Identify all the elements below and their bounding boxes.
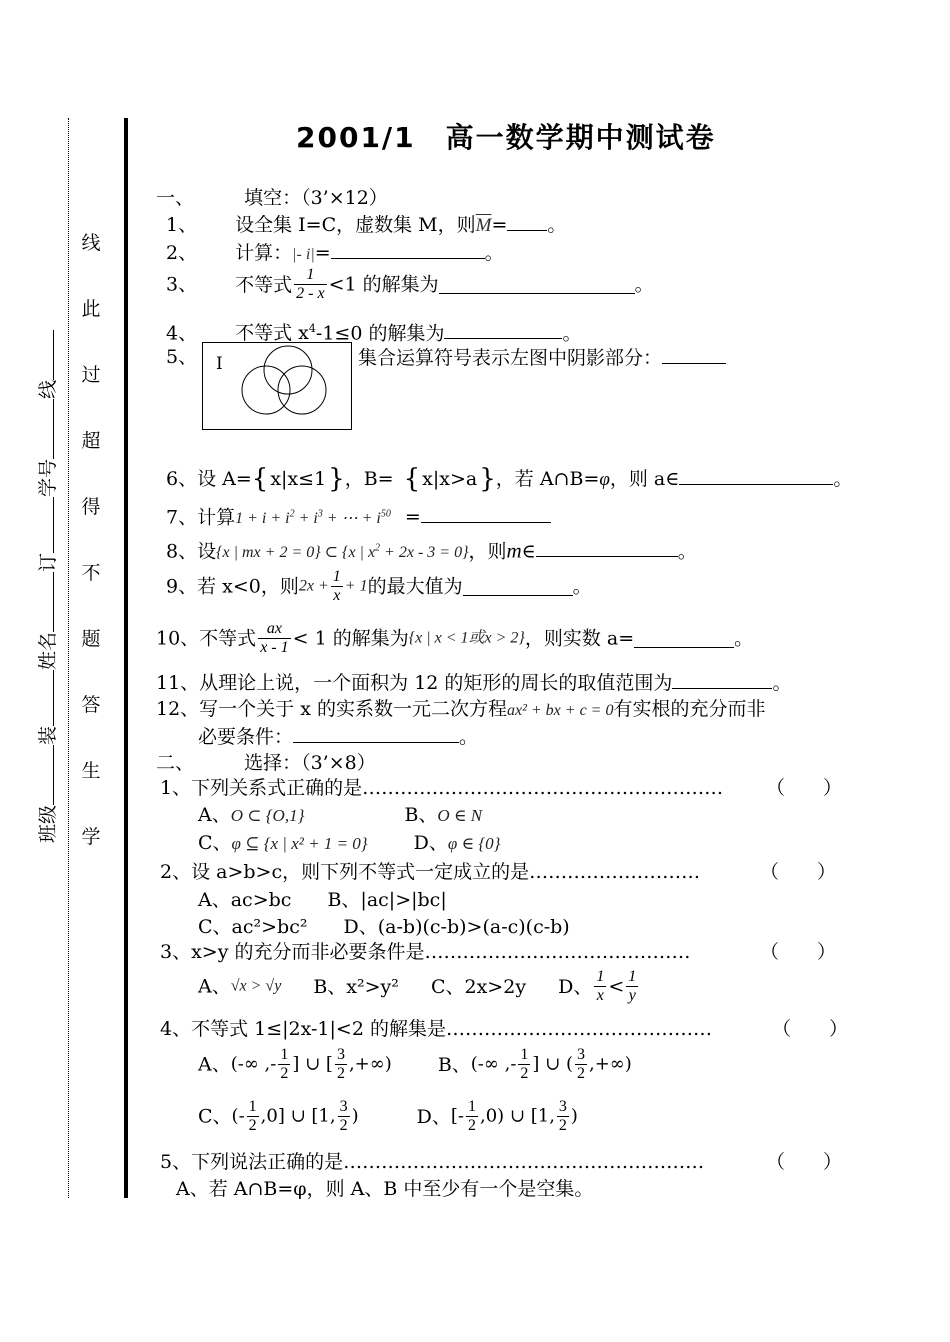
choice-paren[interactable]: （ ） xyxy=(760,861,837,883)
question-1-5: 集合运算符号表示左图中阴影部分： xyxy=(358,345,726,370)
class-blank[interactable] xyxy=(53,745,54,805)
answer-blank[interactable] xyxy=(463,577,573,596)
warning-char: 此 xyxy=(81,298,101,320)
question-1-11: 11、从理论上说，一个面积为 12 的矩形的周长的取值范围为 。 xyxy=(156,672,792,694)
student-info-vertical xyxy=(33,223,63,843)
choice-1-cd: C、φ ⊆ {x | x² + 1 = 0} D、φ ∈ {0} xyxy=(198,832,501,854)
binding-mark-xian: 线 xyxy=(37,379,59,399)
question-1-5-number: 5、 xyxy=(166,346,198,368)
question-1-8: 8、设{x | mx + 2 = 0} ⊂ {x | $x^2 + 2x - 3 = 0$}，则m∈ 。 xyxy=(166,538,697,563)
question-1-6: 6、设 A={ x|x≤1}，B= { x|x>a}，若 A∩B=φ，则 a∈ 。 xyxy=(166,464,853,494)
section2-header: 二、 选择：（3’×8） xyxy=(156,752,376,774)
warning-char: 答 xyxy=(81,694,101,716)
answer-blank[interactable] xyxy=(421,504,551,523)
warning-char: 学 xyxy=(81,826,101,848)
question-1-1: 1、 设全集 I=C，虚数集 M，则$\overline{M}=$ 。 xyxy=(166,214,567,236)
choice-paren[interactable]: （ ） xyxy=(766,777,843,799)
warning-char: 得 xyxy=(81,496,101,518)
choice-paren[interactable]: （ ） xyxy=(772,1018,849,1040)
page-title: 2001/1 高一数学期中测试卷 xyxy=(296,121,716,154)
name-label: 姓名 xyxy=(37,631,59,670)
binding-mark-ding: 订 xyxy=(37,552,59,572)
choice-question-4: 4、不等式 1≤|2x-1|<2 的解集是…………………………………… xyxy=(160,1018,712,1040)
question-1-12: 12、写一个关于 x 的实系数一元二次方程ax² + bx + c = 0有实根的充分而非 xyxy=(156,698,766,720)
choice-3-options: A、√x > √y B、x²>y² C、2x>2y D、 $\frac{1}{x}$ < $\frac{1}{y}$ xyxy=(198,968,637,1004)
question-1-9: 9、若 x<0，则2x + $\frac{1}{x}$ + 1的最大值为 。 xyxy=(166,568,592,604)
choice-paren[interactable]: （ ） xyxy=(760,941,837,963)
warning-char: 过 xyxy=(81,364,101,386)
student-id-blank[interactable] xyxy=(53,399,54,459)
answer-blank[interactable] xyxy=(293,724,459,743)
section1-header: 一、 填空：（3’×12） xyxy=(156,187,388,209)
student-id-label: 学号 xyxy=(37,458,59,497)
answer-blank[interactable] xyxy=(536,538,678,557)
answer-blank[interactable] xyxy=(507,212,547,231)
answer-blank[interactable] xyxy=(672,670,772,689)
answer-blank[interactable] xyxy=(331,240,485,259)
question-1-7: 7、计算$1 + i + i^2 + i^3$ + ⋯ + $i^{50}$ = xyxy=(166,503,551,531)
binding-dotted-line xyxy=(68,118,69,1198)
question-1-10: 10、不等式 $\frac{ax}{x - 1}$ < 1 的解集为{x | x < 1或x > 2}，则实数 a= 。 xyxy=(156,620,754,656)
choice-4-ab: A、(-∞ ,- $\frac{1}{2}$ ] ∪ [ $\frac{3}{2}$ ,+∞) B、(-∞ ,- $\frac{1}{2}$ ] ∪ ( $\frac{3}{2}$ ,+∞) xyxy=(198,1046,632,1082)
choice-question-3: 3、x>y 的充分而非必要条件是…………………………………… xyxy=(160,941,691,963)
question-1-3: 3、 不等式 $\frac{1}{2 - x}$ <1 的解集为 。 xyxy=(166,266,654,302)
class-label: 班级 xyxy=(37,804,59,843)
choice-4-cd: C、(- $\frac{1}{2}$ ,0] ∪ [1, $\frac{3}{2}$ ) D、[- $\frac{1}{2}$ ,0) ∪ [1, $\frac{3}{2}$ ) xyxy=(198,1098,578,1134)
name-blank[interactable] xyxy=(53,572,54,632)
binding-mark-zhuang: 装 xyxy=(37,725,59,745)
question-1-12-line2: 必要条件： 。 xyxy=(198,726,479,748)
choice-1-ab: A、O ⊂ {O,1} B、O ∈ N xyxy=(198,804,483,826)
complement-m: $\overline{M}$ xyxy=(475,215,492,236)
question-1-4: 4、 不等式 $x^4-1\le 0$ 的解集为 。 xyxy=(166,322,582,345)
answer-blank[interactable] xyxy=(439,275,635,294)
answer-blank[interactable] xyxy=(444,320,562,339)
venn-universal-label: I xyxy=(216,354,223,374)
choice-paren[interactable]: （ ） xyxy=(766,1151,843,1173)
binding-thick-bar xyxy=(124,118,128,1198)
answer-blank[interactable] xyxy=(679,466,833,485)
warning-char: 超 xyxy=(81,430,101,452)
choice-2-ab: A、ac>bc B、|ac|>|bc| xyxy=(198,889,447,911)
choice-question-2: 2、设 a>b>c，则下列不等式一定成立的是……………………… xyxy=(160,861,701,883)
warning-char: 不 xyxy=(81,562,101,584)
venn-diagram-svg xyxy=(202,342,352,430)
warning-char: 题 xyxy=(81,628,101,650)
warning-char: 生 xyxy=(81,760,101,782)
question-1-2: 2、 计算：|- i|= 。 xyxy=(166,242,504,264)
answer-blank[interactable] xyxy=(662,345,726,364)
venn-diagram xyxy=(202,342,352,430)
answer-blank[interactable] xyxy=(634,629,734,648)
warning-char: 线 xyxy=(81,232,101,254)
choice-question-5: 5、下列说法正确的是………………………………………………… xyxy=(160,1151,705,1173)
choice-5-a[interactable]: A、若 A∩B=φ，则 A、B 中至少有一个是空集。 xyxy=(176,1178,594,1200)
choice-question-1: 1、下列关系式正确的是………………………………………………… xyxy=(160,777,724,799)
choice-2-cd: C、ac²>bc² D、(a-b)(c-b)>(a-c)(c-b) xyxy=(198,916,570,938)
